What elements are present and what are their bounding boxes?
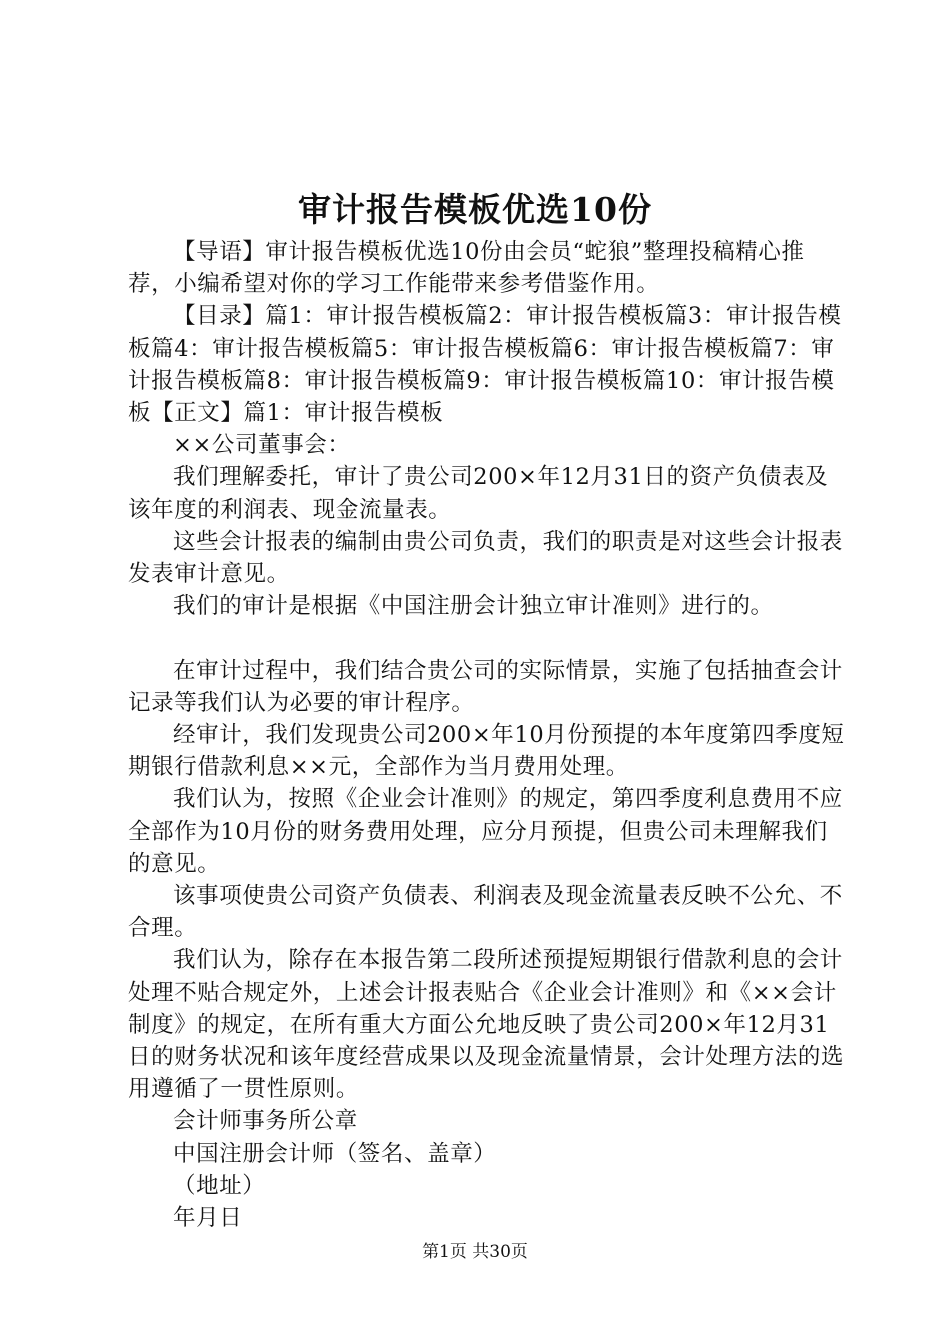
page-number-footer: 第1页 共30页 bbox=[422, 1242, 528, 1262]
signature-line: 中国注册会计师（签名、盖章） bbox=[173, 1140, 497, 1167]
date-line: 年月日 bbox=[173, 1205, 243, 1232]
body-paragraph: 在审计过程中，我们结合贵公司的实际情景，实施了包括抽查会计记录等我们认为必要的审计程序。 bbox=[128, 657, 843, 716]
blank-line bbox=[128, 622, 848, 654]
document-body bbox=[128, 236, 848, 1234]
toc-paragraph: 【目录】篇1：审计报告模板篇2：审计报告模板篇3：审计报告模板篇4：审计报告模板篇5：审计报告模板篇6：审计报告模板篇7：审计报告模板篇8：审计报告模板篇9：审计报告模板篇10：审计报告模板【正文】篇1：审计报告模板 bbox=[128, 303, 842, 427]
page-title: 审计报告模板优选10份 bbox=[298, 190, 652, 229]
body-paragraph: 我们认为，按照《企业会计准则》的规定，第四季度利息费用不应全部作为10月份的财务费用处理，应分月预提，但贵公司未理解我们的意见。 bbox=[128, 786, 843, 877]
opinion-paragraph: 我们认为，除存在本报告第二段所述预提短期银行借款利息的会计处理不贴合规定外，上述会计报表贴合《企业会计准则》和《××会计制度》的规定，在所有重大方面公允地反映了贵公司200×年12月31日的财务状况和该年度经营成果以及现金流量情景，会计处理方法的选用遵循了一贯性原则。 bbox=[128, 947, 845, 1103]
firm-seal-line: 会计师事务所公章 bbox=[173, 1108, 358, 1135]
salutation: ××公司董事会： bbox=[173, 432, 351, 459]
body-paragraph: 这些会计报表的编制由贵公司负责，我们的职责是对这些会计报表发表审计意见。 bbox=[128, 528, 843, 588]
address-line: （地址） bbox=[173, 1172, 266, 1199]
intro-paragraph: 【导语】审计报告模板优选10份由会员“蛇狼”整理投稿精心推荐，小编希望对你的学习工作能带来参考借鉴作用。 bbox=[128, 239, 805, 298]
body-paragraph: 我们的审计是根据《中国注册会计独立审计准则》进行的。 bbox=[173, 593, 774, 620]
body-paragraph: 我们理解委托，审计了贵公司200×年12月31日的资产负债表及该年度的利润表、现金流量表。 bbox=[128, 464, 829, 523]
body-paragraph: 经审计，我们发现贵公司200×年10月份预提的本年度第四季度短期银行借款利息××元，全部作为当月费用处理。 bbox=[128, 722, 845, 781]
body-paragraph: 该事项使贵公司资产负债表、利润表及现金流量表反映不公允、不合理。 bbox=[128, 883, 843, 942]
